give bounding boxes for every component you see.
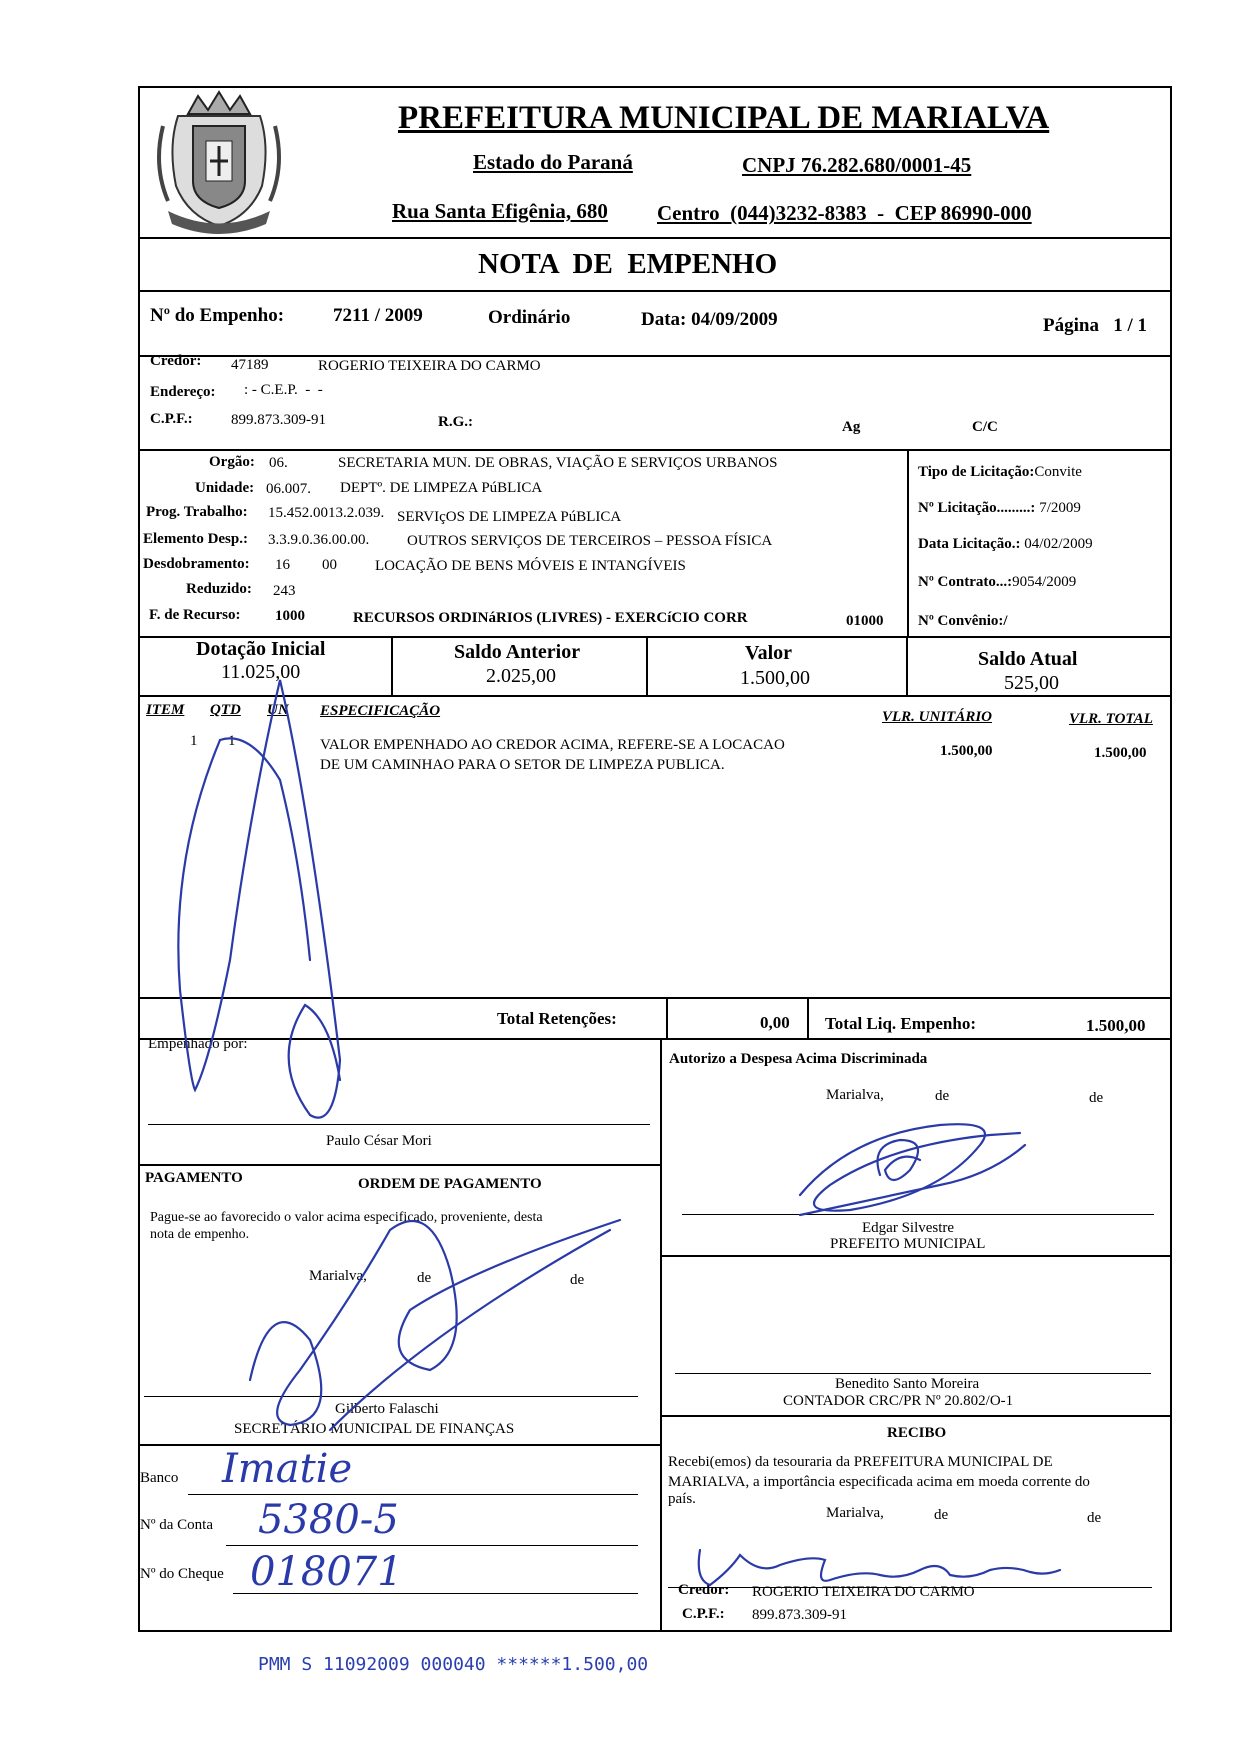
pagamento-city: Marialva, bbox=[309, 1268, 367, 1284]
divider bbox=[140, 1444, 660, 1446]
empenho-type: Ordinário bbox=[488, 307, 571, 328]
divider bbox=[660, 1255, 1170, 1257]
item-header: ITEM bbox=[146, 702, 185, 718]
empenho-date: Data: 04/09/2009 bbox=[641, 309, 778, 330]
org-state: Estado do Paraná bbox=[473, 150, 633, 174]
item-spec-line1: VALOR EMPENHADO AO CREDOR ACIMA, REFERE-SE A LOCACAO bbox=[320, 737, 785, 753]
elemento-label: Elemento Desp.: bbox=[143, 531, 248, 547]
spec-header: ESPECIFICAÇÃO bbox=[320, 703, 441, 719]
signature-empenhado bbox=[150, 660, 370, 1130]
secretario-role: SECRETÁRIO MUNICIPAL DE FINANÇAS bbox=[234, 1421, 515, 1437]
autorizo-de2: de bbox=[1089, 1090, 1104, 1106]
pagamento-de1: de bbox=[417, 1270, 432, 1286]
saldo-atual-value: 525,00 bbox=[1004, 672, 1059, 694]
elemento-code: 3.3.9.0.36.00.00. bbox=[268, 532, 370, 548]
divider bbox=[646, 637, 648, 695]
secretario-name: Gilberto Falaschi bbox=[335, 1401, 439, 1417]
valor-value: 1.500,00 bbox=[740, 667, 810, 689]
desdobramento-name: LOCAÇÃO DE BENS MÓVEIS E INTANGÍVEIS bbox=[375, 558, 686, 574]
conta-handwritten: 5380-5 bbox=[258, 1497, 399, 1543]
cheque-label: Nº do Cheque bbox=[140, 1566, 224, 1582]
empenho-number: 7211 / 2009 bbox=[333, 305, 423, 326]
signature-line bbox=[675, 1373, 1151, 1374]
autorizo-de1: de bbox=[935, 1088, 950, 1104]
saldo-anterior-value: 2.025,00 bbox=[486, 665, 556, 687]
unit-header: VLR. UNITÁRIO bbox=[882, 709, 993, 725]
org-street: Rua Santa Efigênia, 680 bbox=[392, 199, 608, 223]
prog-label: Prog. Trabalho: bbox=[146, 504, 248, 520]
divider bbox=[140, 290, 1170, 292]
contador-name: Benedito Santo Moreira bbox=[835, 1376, 980, 1392]
numero-contrato: Nº Contrato...:9054/2009 bbox=[918, 574, 1077, 590]
org-cnpj: CNPJ 76.282.680/0001-45 bbox=[742, 153, 972, 177]
pagamento-text-line1: Pague-se ao favorecido o valor acima especificado, proveniente, desta bbox=[150, 1210, 543, 1225]
prefeito-name: Edgar Silvestre bbox=[862, 1220, 955, 1236]
page-number: Página 1 / 1 bbox=[1043, 315, 1147, 336]
valor-label: Valor bbox=[745, 642, 793, 664]
item-qtd: 1 bbox=[228, 733, 236, 749]
reduzido-value: 243 bbox=[273, 583, 296, 599]
cheque-handwritten: 018071 bbox=[250, 1549, 403, 1595]
payment-stamp: PMM S 11092009 000040 ******1.500,00 bbox=[258, 1654, 649, 1675]
recurso-code: 1000 bbox=[275, 608, 305, 624]
numero-convenio: Nº Convênio:/ bbox=[918, 613, 1008, 629]
reduzido-label: Reduzido: bbox=[186, 581, 252, 597]
item-total-value: 1.500,00 bbox=[1094, 745, 1147, 761]
saldo-anterior-label: Saldo Anterior bbox=[454, 641, 581, 663]
divider bbox=[660, 1039, 662, 1631]
endereco-label: Endereço: bbox=[150, 384, 216, 400]
recurso-name: RECURSOS ORDINáRIOS (LIVRES) - EXERCíCIO CORR bbox=[353, 610, 748, 626]
total-header: VLR. TOTAL bbox=[1069, 711, 1153, 727]
un-header: UN bbox=[267, 702, 289, 718]
divider bbox=[907, 450, 909, 636]
item-number: 1 bbox=[190, 733, 198, 749]
recurso-code2: 01000 bbox=[846, 613, 884, 629]
divider bbox=[906, 637, 908, 695]
credor-code: 47189 bbox=[231, 357, 269, 373]
liquido-label: Total Liq. Empenho: bbox=[825, 1014, 976, 1033]
prefeito-role: PREFEITO MUNICIPAL bbox=[830, 1236, 986, 1252]
empenhado-name: Paulo César Mori bbox=[326, 1133, 432, 1149]
orgao-name: SECRETARIA MUN. DE OBRAS, VIAÇÃO E SERVIÇOS URBANOS bbox=[338, 455, 778, 471]
desdobramento-label: Desdobramento: bbox=[143, 556, 250, 572]
recibo-line3: país. bbox=[668, 1491, 696, 1507]
qtd-header: QTD bbox=[210, 702, 241, 718]
tipo-licitacao: Tipo de Licitação:Convite bbox=[918, 464, 1082, 480]
liquido-value: 1.500,00 bbox=[1086, 1016, 1146, 1035]
pagamento-text-line2: nota de empenho. bbox=[150, 1227, 250, 1242]
recibo-line1: Recebi(emos) da tesouraria da PREFEITURA MUNICIPAL DE bbox=[668, 1454, 1053, 1470]
endereco-value: : - C.E.P. - - bbox=[244, 382, 323, 398]
signature-credor bbox=[690, 1540, 1070, 1590]
pagamento-label: PAGAMENTO bbox=[145, 1170, 243, 1186]
unidade-name: DEPTº. DE LIMPEZA PúBLICA bbox=[340, 480, 543, 496]
recibo-de2: de bbox=[1087, 1510, 1102, 1526]
recibo-cpf-label: C.P.F.: bbox=[682, 1606, 725, 1622]
conta-line bbox=[226, 1545, 638, 1546]
doc-title: NOTA DE EMPENHO bbox=[478, 248, 778, 280]
banco-label: Banco bbox=[140, 1470, 179, 1486]
org-title: PREFEITURA MUNICIPAL DE MARIALVA bbox=[398, 100, 1050, 136]
desdobramento-code2: 00 bbox=[322, 557, 337, 573]
recurso-label: F. de Recurso: bbox=[149, 607, 241, 623]
banco-line bbox=[188, 1494, 638, 1495]
recibo-credor-label: Credor: bbox=[678, 1582, 730, 1598]
retencoes-value: 0,00 bbox=[760, 1013, 790, 1032]
desdobramento-code: 16 bbox=[275, 557, 290, 573]
empenho-label: Nº do Empenho: bbox=[150, 305, 285, 326]
divider bbox=[140, 237, 1170, 239]
credor-name: ROGERIO TEIXEIRA DO CARMO bbox=[318, 358, 541, 374]
prog-code: 15.452.0013.2.039. bbox=[268, 505, 385, 521]
divider bbox=[807, 998, 809, 1038]
pagamento-de2: de bbox=[570, 1272, 585, 1288]
credor-label: Credor: bbox=[150, 353, 202, 369]
recibo-credor-name: ROGERIO TEIXEIRA DO CARMO bbox=[752, 1584, 975, 1600]
item-unit-value: 1.500,00 bbox=[940, 743, 993, 759]
divider bbox=[660, 1415, 1170, 1417]
cpf-label: C.P.F.: bbox=[150, 411, 193, 427]
data-licitacao: Data Licitação.: 04/02/2009 bbox=[918, 536, 1093, 552]
retencoes-label: Total Retenções: bbox=[497, 1009, 617, 1028]
divider bbox=[140, 355, 1170, 357]
divider bbox=[140, 449, 1170, 451]
rg-label: R.G.: bbox=[438, 414, 473, 430]
orgao-label: Orgão: bbox=[209, 454, 255, 470]
org-contact: Centro (044)3232-8383 - CEP 86990-000 bbox=[657, 201, 1032, 225]
coat-of-arms-icon bbox=[148, 86, 290, 236]
cc-label: C/C bbox=[972, 419, 998, 435]
autorizo-label: Autorizo a Despesa Acima Discriminada bbox=[669, 1051, 928, 1067]
ordem-pagamento-label: ORDEM DE PAGAMENTO bbox=[358, 1176, 542, 1192]
conta-label: Nº da Conta bbox=[140, 1517, 213, 1533]
orgao-code: 06. bbox=[269, 455, 288, 471]
ag-label: Ag bbox=[842, 419, 861, 435]
recibo-de1: de bbox=[934, 1507, 949, 1523]
contador-role: CONTADOR CRC/PR Nº 20.802/O-1 bbox=[783, 1393, 1014, 1409]
cpf-value: 899.873.309-91 bbox=[231, 412, 326, 428]
banco-handwritten: Imatie bbox=[222, 1446, 353, 1492]
divider bbox=[391, 637, 393, 695]
prog-name: SERVIçOS DE LIMPEZA PúBLICA bbox=[397, 509, 622, 525]
dotacao-label: Dotação Inicial bbox=[196, 638, 326, 660]
signature-secretario bbox=[230, 1210, 630, 1440]
divider bbox=[666, 998, 668, 1038]
dotacao-value: 11.025,00 bbox=[221, 661, 301, 683]
recibo-city: Marialva, bbox=[826, 1505, 884, 1521]
empenhado-label: Empenhado por: bbox=[148, 1036, 248, 1052]
numero-licitacao: Nº Licitação.........: 7/2009 bbox=[918, 500, 1081, 516]
elemento-name: OUTROS SERVIÇOS DE TERCEIROS – PESSOA FÍSICA bbox=[407, 533, 773, 549]
recibo-cpf-value: 899.873.309-91 bbox=[752, 1607, 847, 1623]
signature-prefeito bbox=[790, 1115, 1030, 1225]
recibo-line2: MARIALVA, a importância especificada acima em moeda corrente do bbox=[668, 1474, 1090, 1490]
unidade-label: Unidade: bbox=[195, 480, 255, 496]
recibo-title: RECIBO bbox=[887, 1425, 947, 1441]
item-spec-line2: DE UM CAMINHAO PARA O SETOR DE LIMPEZA PUBLICA. bbox=[320, 757, 725, 773]
divider bbox=[140, 1164, 660, 1166]
unidade-code: 06.007. bbox=[266, 481, 311, 497]
saldo-atual-label: Saldo Atual bbox=[978, 648, 1078, 670]
autorizo-city: Marialva, bbox=[826, 1087, 884, 1103]
